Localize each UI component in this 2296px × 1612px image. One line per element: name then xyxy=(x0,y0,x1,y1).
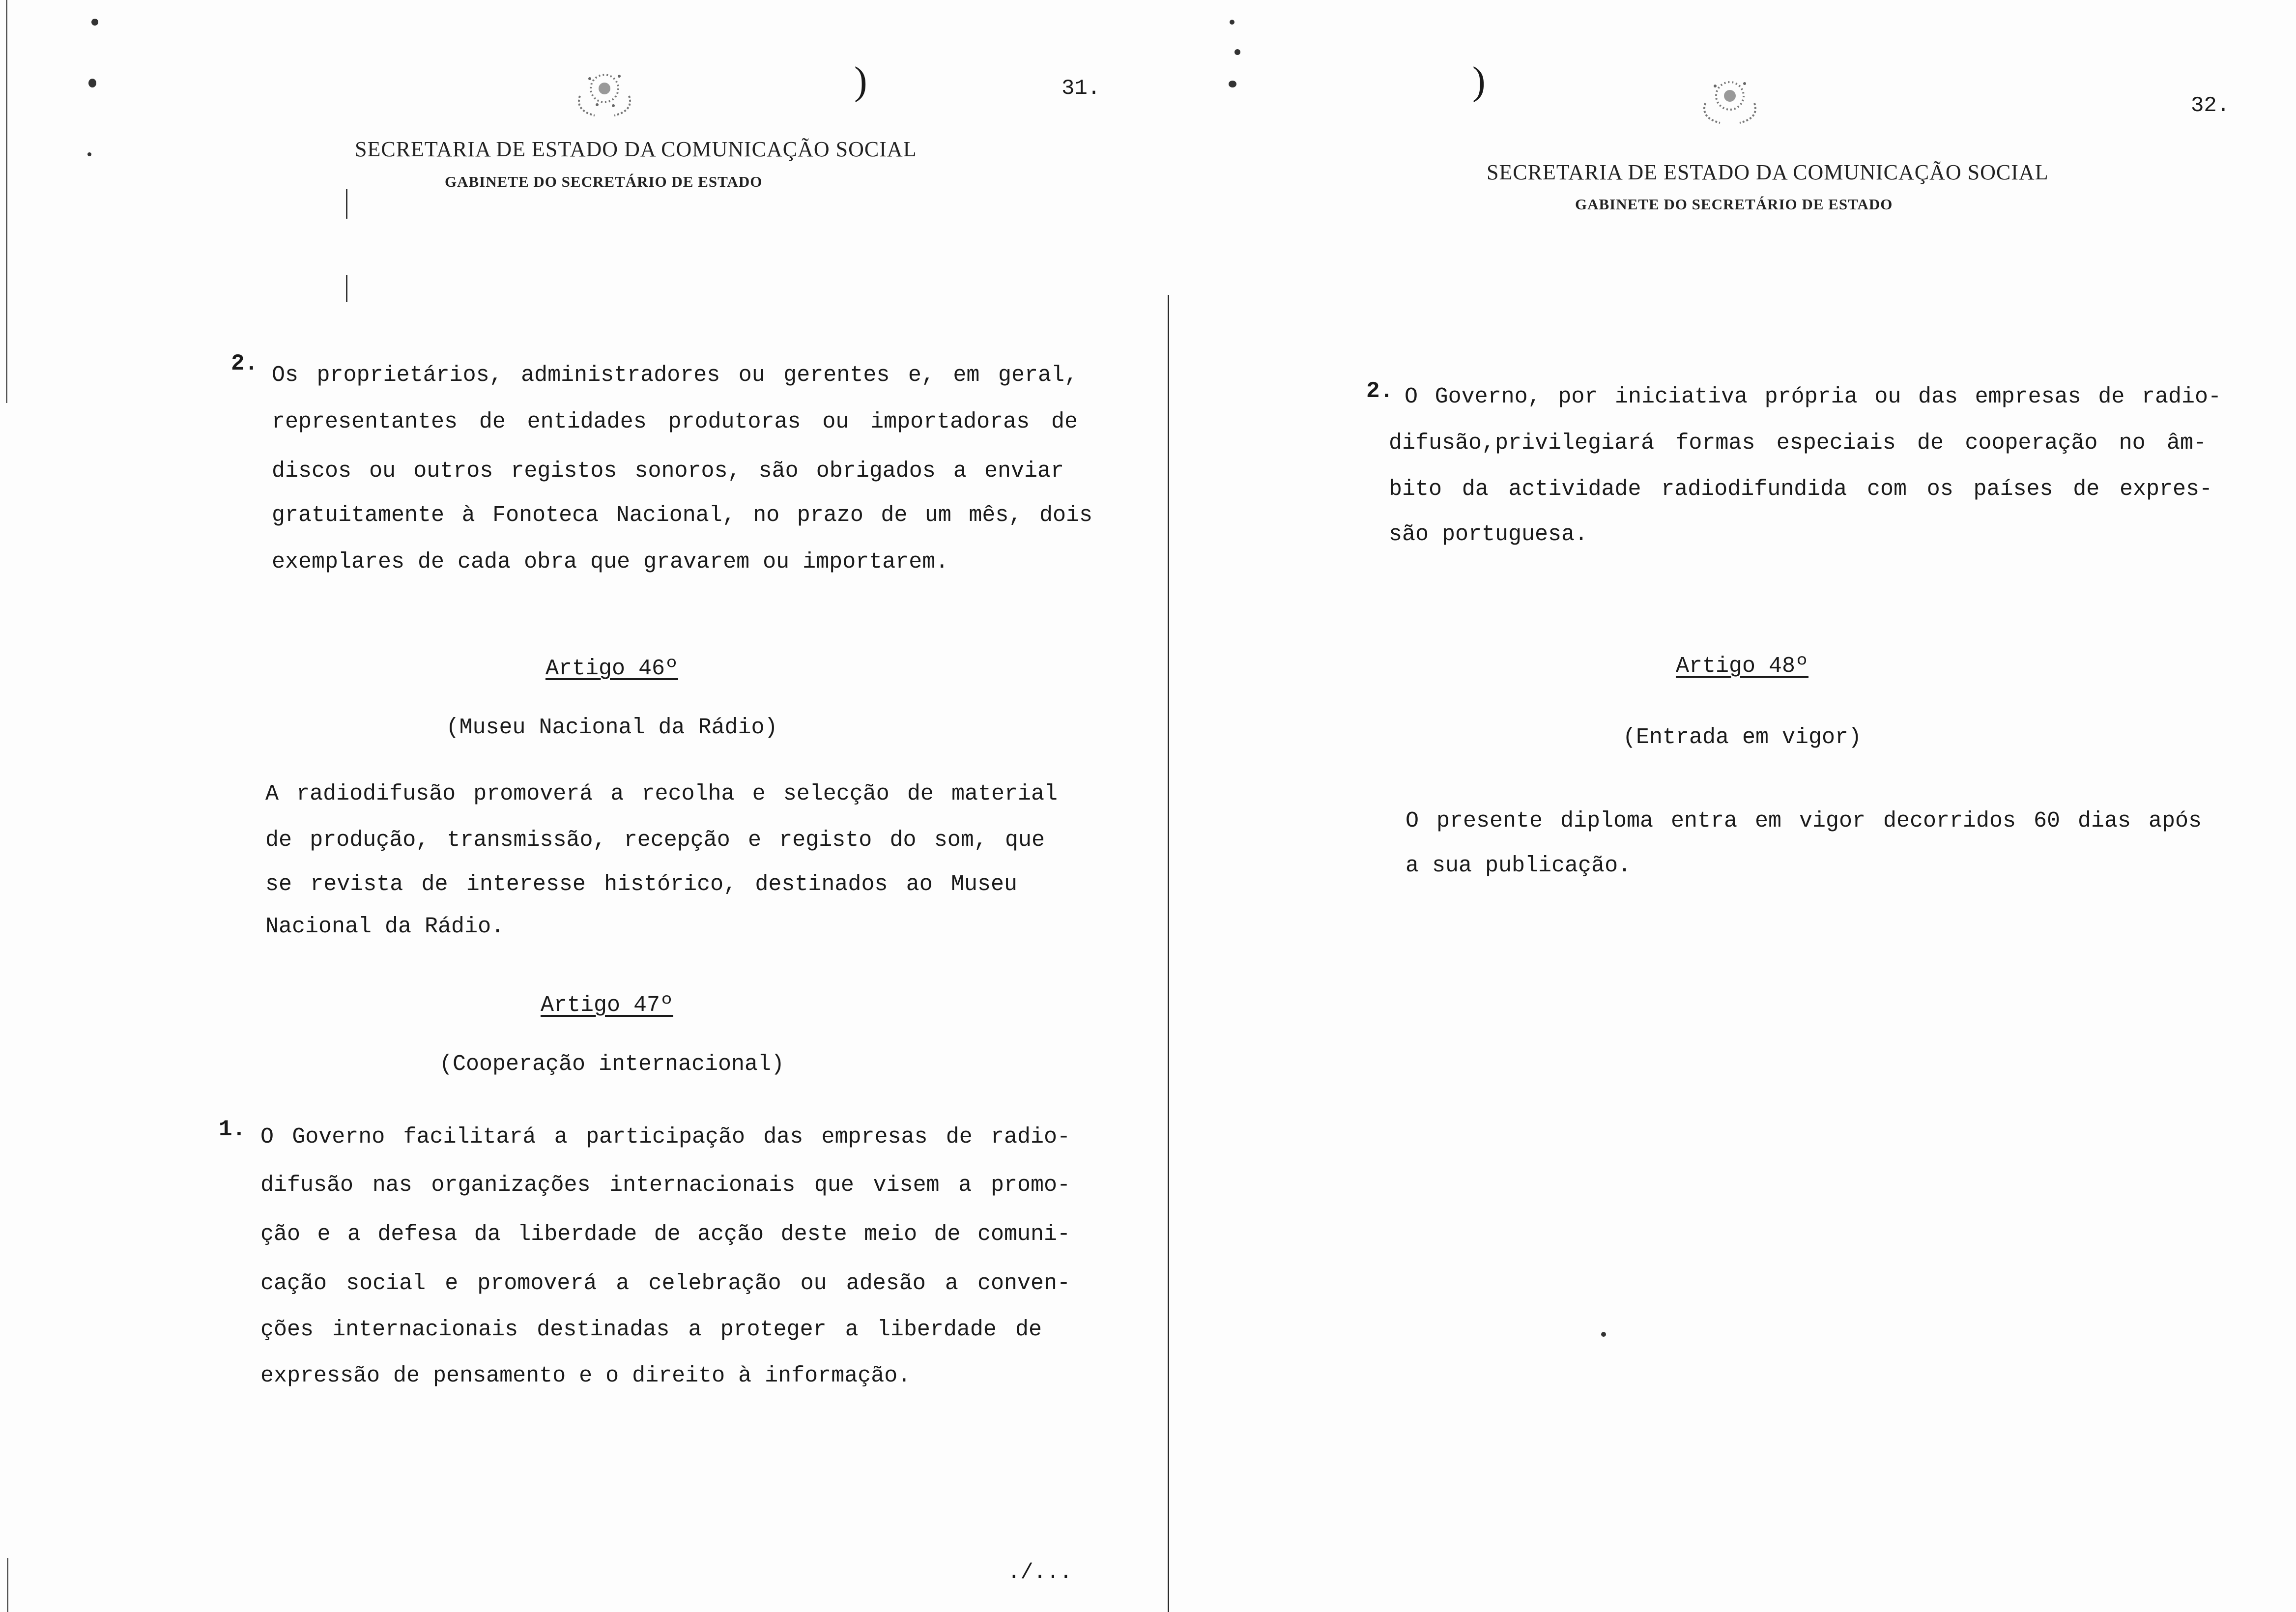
header-subtitle: GABINETE DO SECRETÁRIO DE ESTADO xyxy=(1575,196,1893,213)
page-number: 32. xyxy=(2191,93,2230,118)
text-line: se revista de interesse histórico, destinados ao Museu xyxy=(265,872,1017,897)
article-heading xyxy=(1622,654,1863,679)
text-line: são portuguesa. xyxy=(1389,522,1588,547)
scan-speck xyxy=(1234,49,1240,55)
margin-mark xyxy=(346,189,347,219)
paragraph-number: 2. xyxy=(231,351,258,376)
text-line: exemplares de cada obra que gravarem ou importarem. xyxy=(272,549,949,575)
scan-speck xyxy=(88,79,96,87)
text-line: Nacional da Rádio. xyxy=(265,914,505,939)
punch-mark: ) xyxy=(1472,59,1486,103)
coat-of-arms-seal xyxy=(1686,74,1774,128)
header-title: SECRETARIA DE ESTADO DA COMUNICAÇÃO SOCIAL xyxy=(355,137,917,161)
margin-mark xyxy=(346,275,347,302)
text-line: O Governo, por iniciativa própria ou das empresas de radio- xyxy=(1405,384,2221,409)
article-heading-text: Artigo 46º xyxy=(545,656,679,681)
right-page xyxy=(1170,0,2296,1612)
scan-speck xyxy=(1229,81,1236,87)
article-subheading: (Entrada em vigor) xyxy=(1622,725,1862,750)
header-title: SECRETARIA DE ESTADO DA COMUNICAÇÃO SOCIAL xyxy=(1487,160,2049,184)
continuation-mark: ./... xyxy=(1007,1560,1073,1585)
text-line: discos ou outros registos sonoros, são obrigados a enviar xyxy=(272,459,1064,484)
text-line: difusão,privilegiará formas especiais de cooperação no âm- xyxy=(1389,431,2207,456)
header-subtitle: GABINETE DO SECRETÁRIO DE ESTADO xyxy=(445,173,763,190)
scan-speck xyxy=(1230,20,1234,25)
scan-speck xyxy=(87,152,91,156)
text-line: a sua publicação. xyxy=(1406,853,1632,878)
page-number: 31. xyxy=(1062,76,1101,101)
text-line: O presente diploma entra em vigor decorridos 60 dias após xyxy=(1406,808,2202,834)
coat-of-arms-seal xyxy=(560,66,649,120)
text-line: ções internacionais destinadas a proteger a liberdade de xyxy=(260,1317,1042,1342)
text-line: ção e a defesa da liberdade de acção deste meio de comuni- xyxy=(260,1222,1070,1247)
scan-speck xyxy=(91,19,98,26)
text-line: Os proprietários, administradores ou gerentes e, em geral, xyxy=(272,363,1078,388)
article-heading xyxy=(487,993,727,1018)
text-line: expressão de pensamento e o direito à informação. xyxy=(260,1363,911,1388)
paragraph-number: 2. xyxy=(1366,378,1394,404)
text-line: difusão nas organizações internacionais que visem a promo- xyxy=(260,1173,1070,1198)
paragraph-number: 1. xyxy=(219,1117,246,1142)
article-subheading: (Cooperação internacional) xyxy=(439,1052,785,1077)
text-line: bito da actividade radiodifundida com os países de expres- xyxy=(1389,477,2212,502)
article-heading xyxy=(491,656,732,681)
article-heading-text: Artigo 48º xyxy=(1675,654,1809,679)
text-line: O Governo facilitará a participação das empresas de radio- xyxy=(260,1124,1070,1150)
article-subheading: (Museu Nacional da Rádio) xyxy=(446,715,778,740)
text-line: representantes de entidades produtoras ou importadoras de xyxy=(272,409,1078,434)
punch-mark: ) xyxy=(854,59,867,103)
text-line: de produção, transmissão, recepção e registo do som, que xyxy=(265,828,1045,853)
scan-speck xyxy=(1601,1332,1606,1337)
article-heading-text: Artigo 47º xyxy=(540,993,674,1018)
text-line: gratuitamente à Fonoteca Nacional, no prazo de um mês, dois xyxy=(272,503,1092,528)
text-line: cação social e promoverá a celebração ou adesão a conven- xyxy=(260,1271,1070,1296)
text-line: A radiodifusão promoverá a recolha e selecção de material xyxy=(265,781,1058,806)
